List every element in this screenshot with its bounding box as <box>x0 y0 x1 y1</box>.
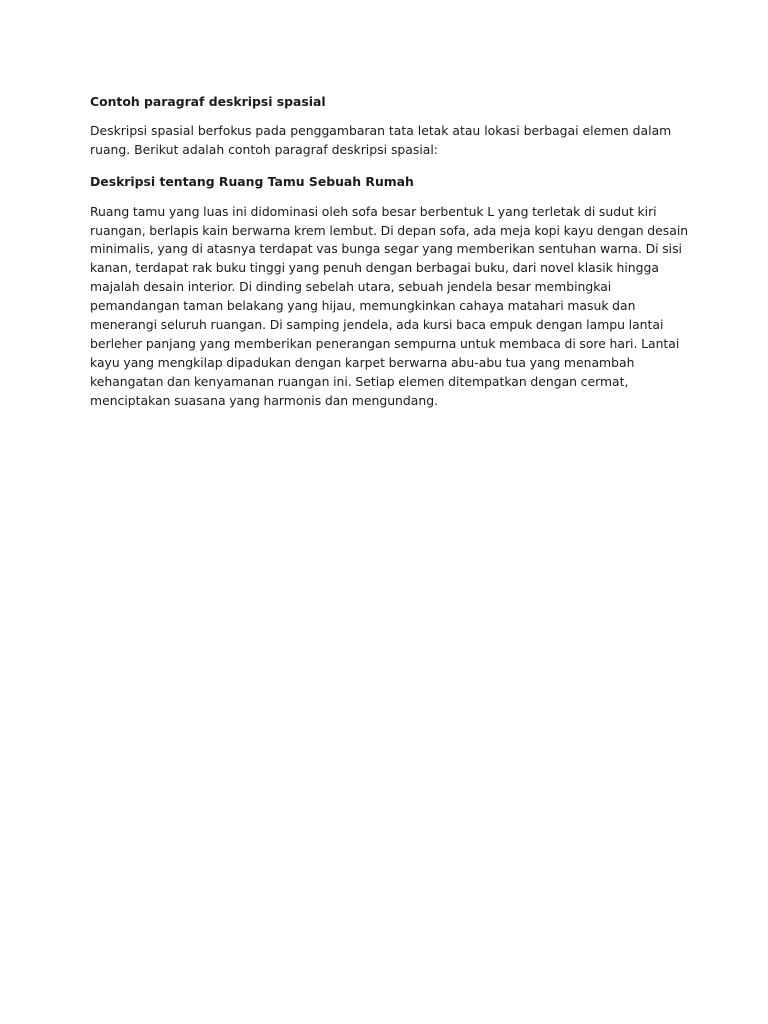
document-title: Contoh paragraf deskripsi spasial <box>90 94 326 109</box>
section-subtitle: Deskripsi tentang Ruang Tamu Sebuah Rumah <box>90 173 414 189</box>
description-paragraph: Ruang tamu yang luas ini didominasi oleh sofa besar berbentuk L yang terletak di sudut kiri ruangan, berlapis kain berwarna krem lembut. Di depan sofa, ada meja kopi kayu dengan desain minimalis, yang di atasnya terdapat vas bunga segar yang memberikan sentuhan warna. Di sisi kanan, terdapat rak buku tinggi yang penuh dengan berbagai buku, dari novel klasik hingga majalah desain interior. Di dinding sebelah utara, sebuah jendela besar membingkai pemandangan taman belakang yang hijau, memungkinkan cahaya matahari masuk dan menerangi seluruh ruangan. Di samping jendela, ada kursi baca empuk dengan lampu lantai berleher panjang yang memberikan penerangan sempurna untuk membaca di sore hari. Lantai kayu yang mengkilap dipadukan dengan karpet berwarna abu-abu tua yang menambah kehangatan dan kenyamanan ruangan ini. Setiap elemen ditempatkan dengan cermat, menciptakan suasana yang harmonis dan mengundang. <box>90 203 689 408</box>
document-content <box>90 93 690 411</box>
intro-paragraph: Deskripsi spasial berfokus pada penggambaran tata letak atau lokasi berbagai elemen dalam ruang. Berikut adalah contoh paragraf deskripsi spasial: <box>90 122 672 157</box>
